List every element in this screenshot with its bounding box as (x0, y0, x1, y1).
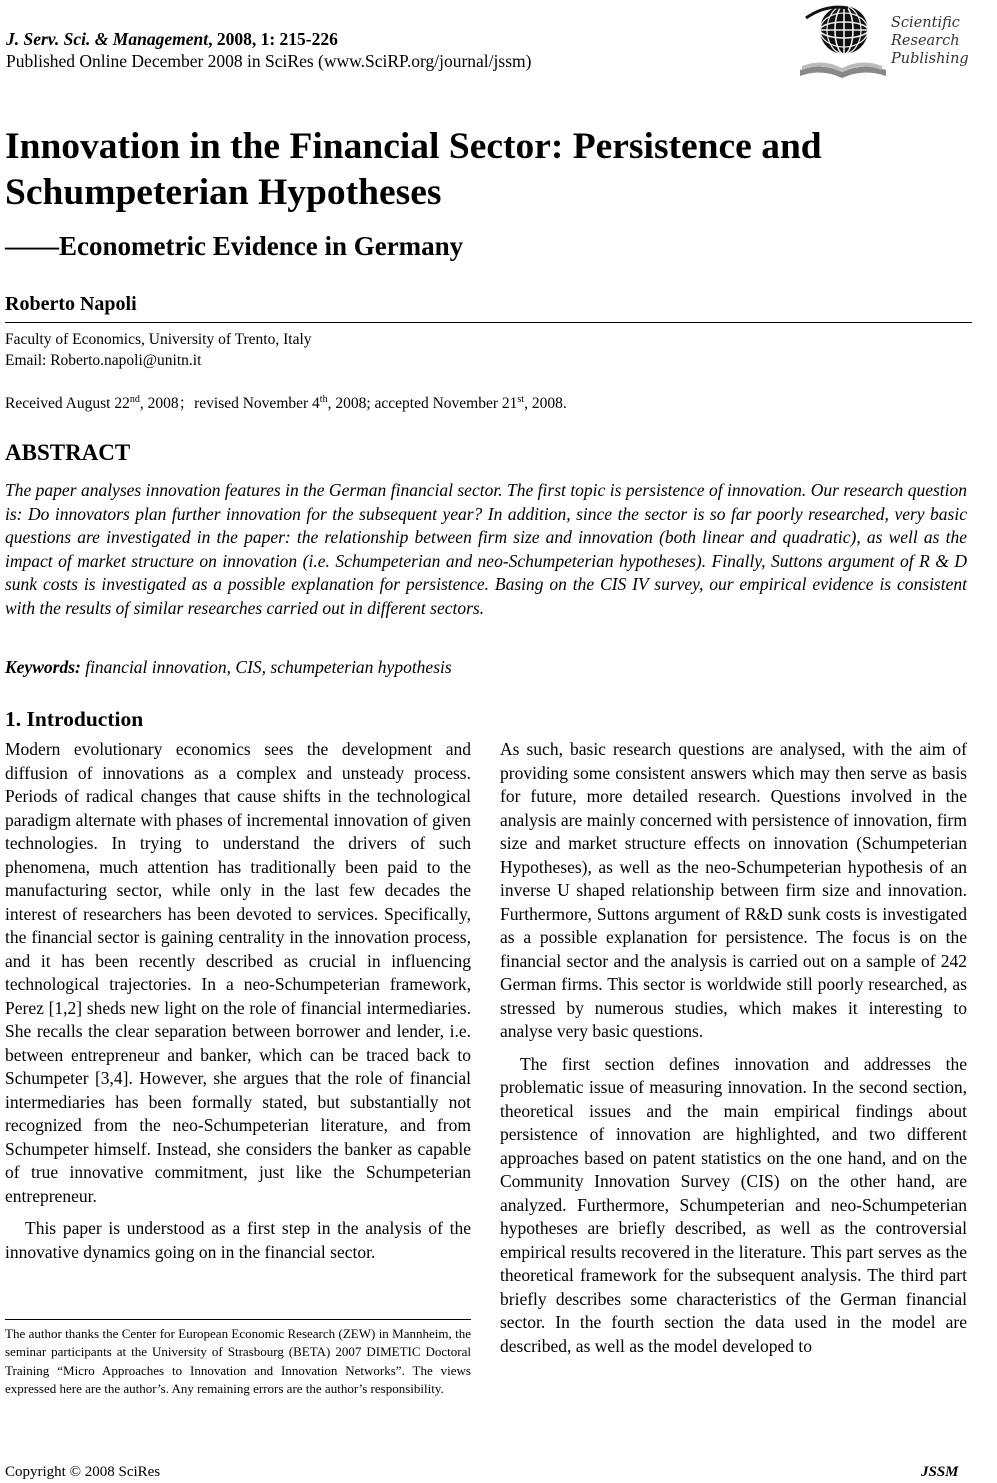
accepted-sup: st (517, 393, 525, 405)
logo-line-1: Scientific (891, 15, 960, 31)
logo-line-3: Publishing (891, 51, 969, 67)
received-year: , 2008 (139, 395, 179, 412)
accepted-date: , 2008; accepted November 21 (327, 395, 518, 412)
author-email: Email: Roberto.napoli@unitn.it (5, 352, 202, 369)
received-date: Received August 22 (5, 395, 130, 412)
journal-abbrev: J. Serv. Sci. & Management (6, 29, 209, 49)
accepted-year: , 2008. (524, 395, 567, 412)
footnote-divider (5, 1319, 471, 1320)
acknowledgement-footnote: The author thanks the Center for European Economic Research (ZEW) in Mannheim, the seminar participants at the University of Strasbourg (BETA) 2007 DIMETIC Doctoral Training “Micro Approaches to Innovation and Innovation Networks”. The views expressed here are the author’s. Any remaining errors are the author’s responsibility. (5, 1326, 471, 1396)
abstract-text: The paper analyses innovation features in the German financial sector. The first topic is persistence of innovation. Our research question is: Do innovators plan further innovation for the subsequent year? In addition, since the sector is so far poorly researched, very basic questions are investigated in the paper: the relationship between firm size and innovation (both linear and quadratic), as well as the impact of market structure on innovation (i.e. Schumpeterian and neo-Schumpeterian hypotheses). Finally, Suttons argument of R & D sunk costs is investigated as a possible explanation for persistence. Basing on the CIS IV survey, our empirical evidence is consistent with the results of similar researches carried out in different sectors. (5, 480, 967, 618)
author-name: Roberto Napoli (5, 293, 137, 315)
keywords-text: financial innovation, CIS, schumpeterian hypothesis (85, 657, 452, 677)
revised-date: revised November 4 (194, 395, 320, 412)
journal-citation (6, 28, 338, 50)
keywords-line (5, 655, 452, 679)
journal-volume: , 2008, 1: 215-226 (208, 29, 338, 49)
affiliation: Faculty of Economics, University of Trento, Italy (5, 331, 312, 348)
intro-paragraph-4: The first section defines innovation and addresses the problematic issue of measuring innovation. In the second section, theoretical issues and the main empirical findings about persistence of innovation are highlighted, and two different approaches based on patent statistics on the one hand, and on the Community Innovation Survey (CIS) on the other hand, are analyzed. Furthermore, Schumpeterian and neo-Schumpeterian hypotheses are briefly described, as well as the controversial empirical results recovered in the literature. This part serves as the theoretical framework for the subsequent analysis. The third part briefly describes some characteristics of the German financial sector. In the fourth section the data used in the model are described, as well as the model developed to (500, 1053, 967, 1356)
section-heading-introduction: 1. Introduction (5, 707, 144, 731)
received-sup: nd (129, 393, 140, 405)
keywords-label: Keywords (5, 657, 75, 677)
intro-paragraph-3: As such, basic research questions are analysed, with the aim of providing some consistent answers which may then serve as basis for future, more detailed research. Questions involved in the analysis are mainly concerned with persistence of innovation, firm size and market structure effects on innovation (Schumpeterian Hypotheses), as well as the neo-Schumpeterian hypothesis of an inverse U shaped relationship between firm size and innovation. Furthermore, Suttons argument of R&D sunk costs is investigated as a possible explanation for persistence. The focus is on the financial sector and the analysis is carried out on a sample of 242 German firms. This sector is worldwide still poorly researched, as stressed by numerous studies, which makes it interesting to analyse very basic questions. (500, 739, 967, 1041)
logo-line-2: Research (891, 33, 960, 49)
revised-sup: th (319, 393, 328, 405)
right-column (500, 738, 967, 1358)
publisher-logo (796, 0, 986, 80)
left-column (5, 738, 471, 1264)
footer-journal: JSSM (921, 1464, 959, 1480)
paper-subtitle: ——Econometric Evidence in Germany (5, 231, 464, 261)
submission-dates (5, 393, 567, 415)
abstract-heading: ABSTRACT (5, 440, 131, 465)
intro-paragraph-2: This paper is understood as a first step in the analysis of the innovative dynamics going on in the financial sector. (5, 1218, 471, 1262)
date-separator: ； (178, 395, 195, 412)
keywords-colon: : (75, 657, 81, 677)
intro-paragraph-1: Modern evolutionary economics sees the development and diffusion of innovations as a complex and unsteady process. Periods of radical changes that cause shifts in the technological paradigm alternate with phases of incremental innovation of given technologies. In trying to understand the drivers of such phenomena, much attention has traditionally been paid to the manufacturing sector, while only in the last few decades the interest of researchers has been devoted to services. Specifically, the financial sector is gaining centrality in the innovation process, and it has been recently described as crucial in influencing technological trajectories. In a neo-Schumpeterian framework, Perez [1,2] sheds new light on the role of financial intermediaries. She recalls the clear separation between borrower and lender, i.e. between entrepreneur and banker, which can be traced back to Schumpeter [3,4]. However, she argues that the role of financial intermediaries has been formally stated, but substantially not recognized from the neo-Schumpeterian literature, and from Schumpeter himself. Instead, she considers the banker as capable of true innovative commitment, just like the Schumpeterian entrepreneur. (5, 739, 471, 1206)
header-divider (5, 322, 972, 323)
author-affiliation-block (5, 329, 312, 371)
globe-book-icon (796, 0, 891, 80)
copyright-notice: Copyright © 2008 SciRes (5, 1464, 161, 1480)
publication-line: Published Online December 2008 in SciRes (www.SciRP.org/journal/jssm) (6, 51, 532, 71)
paper-title: Innovation in the Financial Sector: Persistence and Schumpeterian Hypotheses (5, 126, 822, 213)
publisher-wordmark (891, 14, 969, 68)
